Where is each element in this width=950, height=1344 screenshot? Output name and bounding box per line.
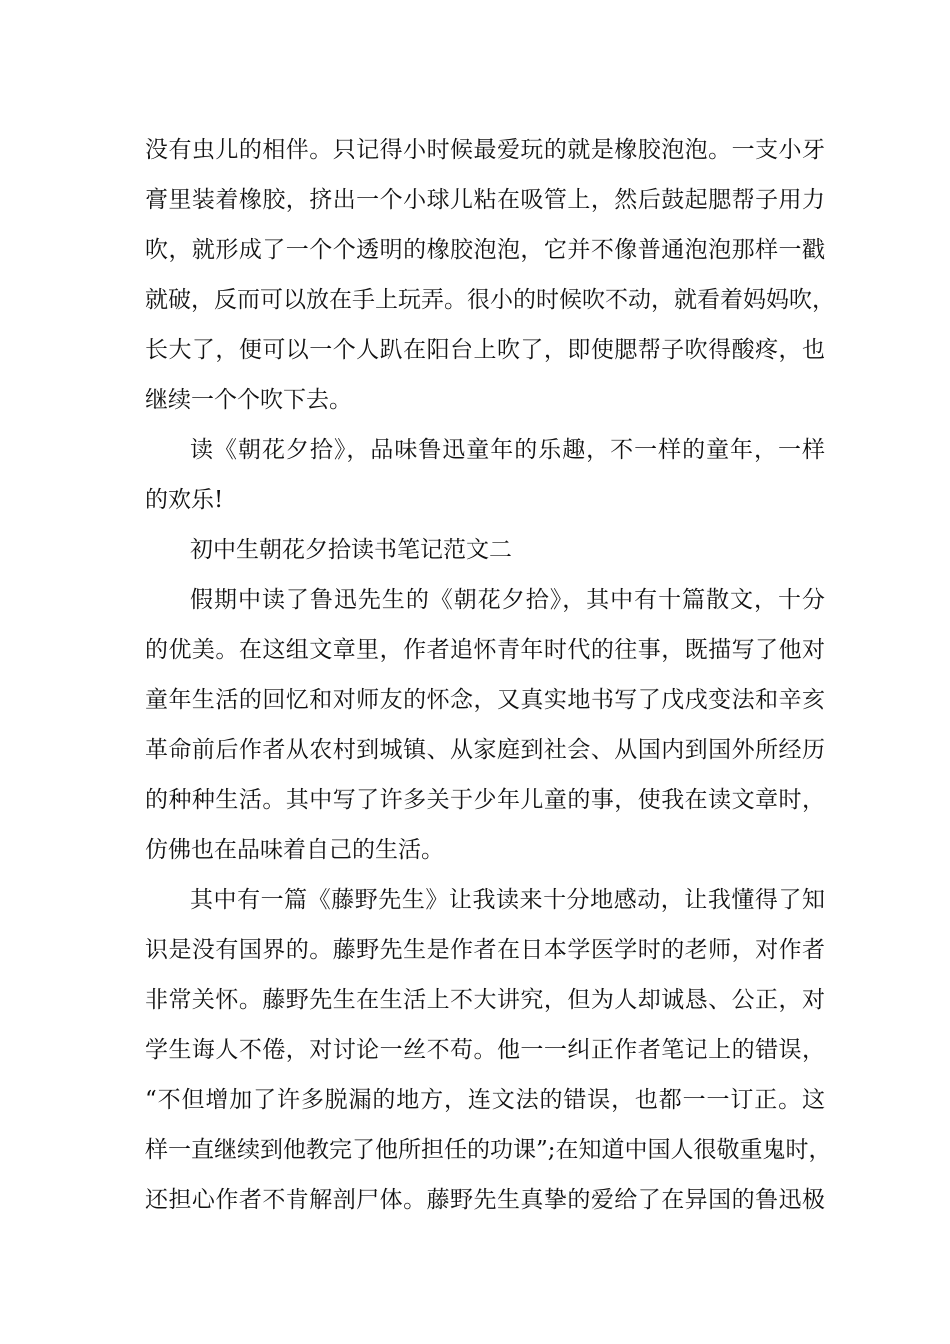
text-line-5: 长大了，便可以一个人趴在阳台上吹了，即使腮帮子吹得酸疼，也 — [145, 337, 825, 363]
text-line-11: 的优美。在这组文章里，作者追怀青年时代的往事，既描写了他对 — [145, 637, 825, 663]
text-line-3: 吹，就形成了一个个透明的橡胶泡泡，它并不像普通泡泡那样一戳 — [145, 237, 825, 263]
text-line-2: 膏里装着橡胶，挤出一个小球儿粘在吸管上，然后鼓起腮帮子用力 — [145, 187, 825, 213]
text-line-22: 还担心作者不肯解剖尸体。藤野先生真挚的爱给了在异国的鲁迅极 — [145, 1187, 825, 1213]
text-line-1: 没有虫儿的相伴。只记得小时候最爱玩的就是橡胶泡泡。一支小牙 — [145, 137, 825, 163]
section-heading: 初中生朝花夕拾读书笔记范文二 — [190, 537, 512, 563]
text-line-12: 童年生活的回忆和对师友的怀念，又真实地书写了戊戌变法和辛亥 — [145, 687, 825, 713]
text-line-14: 的种种生活。其中写了许多关于少年儿童的事，使我在读文章时， — [145, 787, 825, 813]
text-line-15: 仿佛也在品味着自己的生活。 — [145, 837, 444, 863]
text-line-18: 非常关怀。藤野先生在生活上不大讲究，但为人却诚恳、公正，对 — [145, 987, 825, 1013]
text-line-13: 革命前后作者从农村到城镇、从家庭到社会、从国内到国外所经历 — [145, 737, 825, 763]
text-line-7: 读《朝花夕拾》，品味鲁迅童年的乐趣，不一样的童年，一样 — [190, 437, 825, 463]
text-line-6: 继续一个个吹下去。 — [145, 387, 352, 413]
text-line-4: 就破，反而可以放在手上玩弄。很小的时候吹不动，就看着妈妈吹， — [145, 287, 835, 313]
text-line-20: “不但增加了许多脱漏的地方，连文法的错误，也都一一订正。这 — [145, 1087, 825, 1113]
text-line-21: 样一直继续到他教完了他所担任的功课”;在知道中国人很敬重鬼时， — [145, 1137, 832, 1163]
text-line-17: 识是没有国界的。藤野先生是作者在日本学医学时的老师，对作者 — [145, 937, 825, 963]
text-line-19: 学生诲人不倦，对讨论一丝不苟。他一一纠正作者笔记上的错误， — [145, 1037, 825, 1063]
text-line-16: 其中有一篇《藤野先生》让我读来十分地感动，让我懂得了知 — [190, 887, 825, 913]
text-line-10: 假期中读了鲁迅先生的《朝花夕拾》，其中有十篇散文，十分 — [190, 587, 825, 613]
text-line-8: 的欢乐! — [145, 487, 224, 513]
